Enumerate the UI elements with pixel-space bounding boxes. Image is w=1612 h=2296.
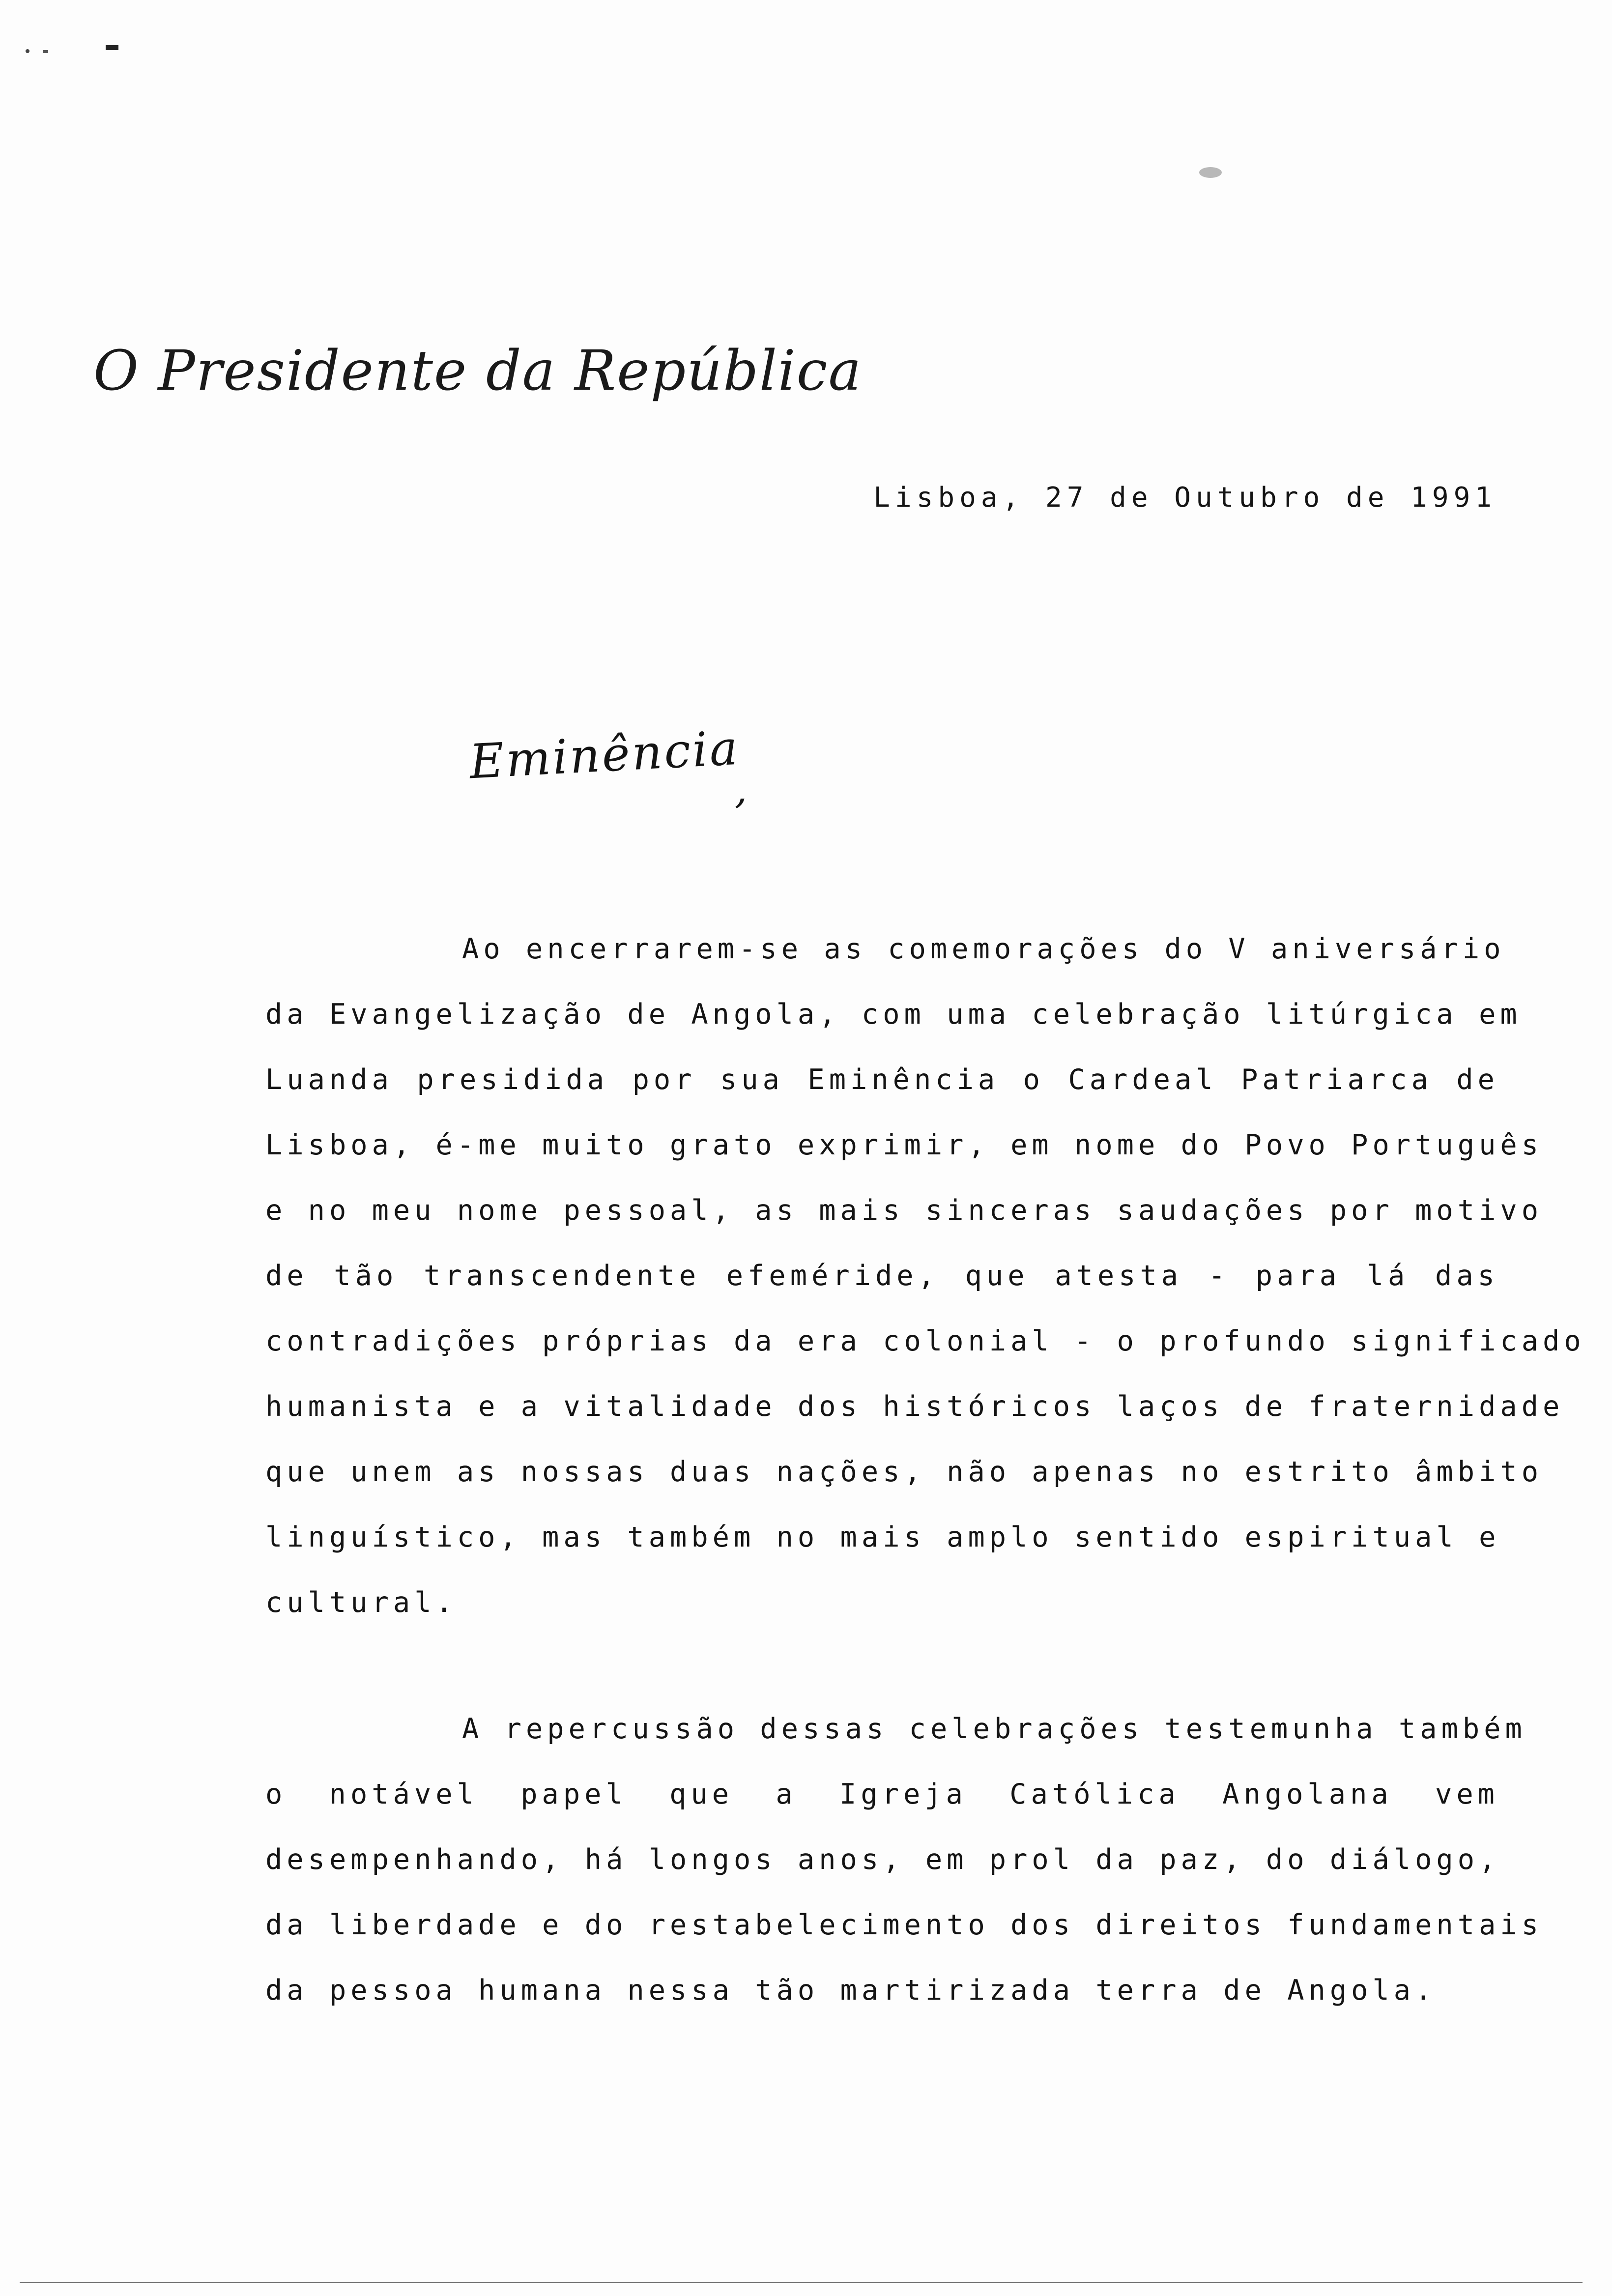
text-line: Lisboa, é-me muito grato exprimir, em nome do Povo Português <box>265 1129 1543 1161</box>
letterhead: O Presidente da República <box>93 339 863 403</box>
text-line: desempenhando, há longos anos, em prol da paz, do diálogo, <box>265 1843 1500 1876</box>
text-line: de tão transcendente efeméride, que atesta - para lá das <box>265 1260 1499 1292</box>
scan-speck <box>43 50 48 53</box>
salutation-signature: Eminência <box>468 720 741 790</box>
text-line: humanista e a vitalidade dos históricos laços de fraternidade <box>265 1390 1564 1423</box>
text-line: contradições próprias da era colonial - o profundo significado <box>265 1325 1585 1357</box>
paragraph-2 <box>265 1696 1543 2023</box>
scan-bottom-edge <box>20 2282 1583 2283</box>
text-line: o notável papel que a Igreja Católica Angolana vem <box>265 1778 1499 1810</box>
text-line: e no meu nome pessoal, as mais sinceras saudações por motivo <box>265 1194 1543 1227</box>
salutation-comma: , <box>735 767 748 812</box>
scan-speck <box>26 49 29 53</box>
scan-speck <box>106 45 118 50</box>
text-line: Luanda presidida por sua Eminência o Cardeal Patriarca de <box>265 1063 1499 1096</box>
scan-speck <box>1199 167 1222 178</box>
text-line: cultural. <box>265 1586 457 1619</box>
text-line: que unem as nossas duas nações, não apenas no estrito âmbito <box>265 1456 1543 1488</box>
text-line: linguístico, mas também no mais amplo sentido espiritual e <box>265 1521 1500 1553</box>
text-line: da liberdade e do restabelecimento dos direitos fundamentais <box>265 1909 1543 1941</box>
date-line: Lisboa, 27 de Outubro de 1991 <box>873 482 1497 514</box>
text-line: da Evangelização de Angola, com uma celebração litúrgica em <box>265 998 1522 1031</box>
text-line: A repercussão dessas celebrações testemunha também <box>462 1713 1526 1745</box>
paragraph-1 <box>265 917 1585 1636</box>
text-line: Ao encerrarem-se as comemorações do V aniversário <box>462 933 1505 965</box>
text-line: da pessoa humana nessa tão martirizada terra de Angola. <box>265 1974 1437 2007</box>
